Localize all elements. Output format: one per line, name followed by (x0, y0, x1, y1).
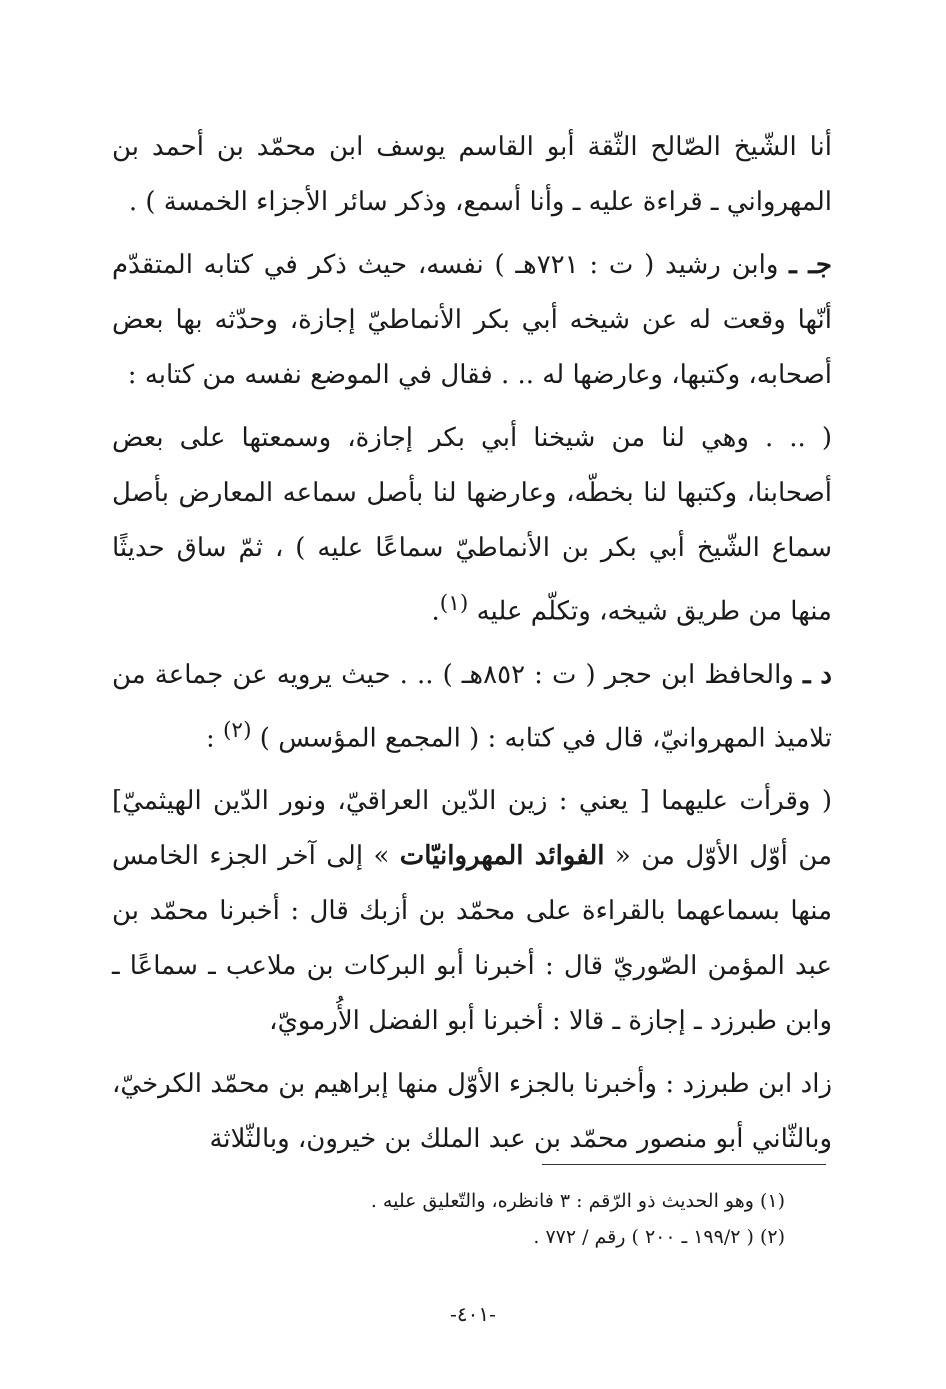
paragraph-2 (112, 238, 832, 403)
page-number: -٤٠١- (450, 1302, 496, 1326)
paragraph-5-text-a: ( وقرأت عليهما [ يعني : زين الدّين العراقيّ، ونور الدّين الهيثميّ] من أوّل الأوّل من « (112, 786, 832, 872)
paragraph-3-end: . (431, 596, 440, 627)
paragraph-3-text: ( .. . وهي لنا من شيخنا أبي بكر إجازة، وسمعتها على بعض أصحابنا، وكتبها لنا بخطّه، وعارضها لنا بأصل سماعه المعارض بأصل سماع الشّيخ أبي بكر بن الأنماطيّ سماعًا عليه ) ، ثمّ ساق حديثًا منها من طريق شيخه، وتكلّم عليه (112, 423, 832, 627)
footnotes (200, 1183, 785, 1255)
paragraph-2-text: وابن رشيد ( ت : ٧٢١هـ ) نفسه، حيث ذكر في كتابه المتقدّم أنّها وقعت له عن شيخه أبي بكر الأنماطيّ إجازة، وحدّثه بها بعض أصحابه، وكتبها، وعارضها له .. . فقال في الموضع نفسه من كتابه : (112, 250, 832, 390)
footnote-2: (٢) ( ١٩٩/٢ ـ ٢٠٠ ) رقم / ٧٧٢ . (533, 1226, 785, 1248)
item-label-jeem: جـ ـ (789, 250, 832, 280)
paragraph-1-text: أنا الشّيخ الصّالح الثّقة أبو القاسم يوسف ابن محمّد بن أحمد بن المهرواني ـ قراءة عليه ـ وأنا أسمع، وذكر سائر الأجزاء الخمسة ) . (112, 132, 832, 217)
footnote-separator (542, 1164, 826, 1165)
paragraph-5-text-b: » إلى آخر الجزء الخامس منها بسماعهما بالقراءة على محمّد بن أزبك قال : أخبرنا محمّد بن عبد المؤمن الصّوريّ قال : أخبرنا أبو البركات بن ملاعب ـ سماعًا ـ وابن طبرزد ـ إجازة ـ قالا : أخبرنا أبو الفضل الأُرمويّ، (112, 841, 832, 1037)
paragraph-4 (112, 648, 832, 767)
main-text (112, 120, 832, 1167)
footnote-ref-1: (١) (439, 591, 469, 616)
paragraph-4-text: والحافظ ابن حجر ( ت : ٨٥٢هـ ) .. . حيث يرويه عن جماعة من تلاميذ المهروانيّ، قال في كتابه : ( المجمع المؤسس ) (112, 659, 832, 754)
item-label-dal: د ـ (802, 659, 832, 690)
paragraph-3-quote (112, 411, 832, 640)
paragraph-4-end: : (205, 723, 215, 754)
footnote-1: (١) وهو الحديث ذو الرّقم : ٣ فانظره، والتّعليق عليه . (370, 1190, 785, 1212)
paragraph-6-text: زاد ابن طبرزد : وأخبرنا بالجزء الأوّل منها إبراهيم بن محمّد الكرخيّ، وبالثّاني أبو منصور محمّد بن عبد الملك بن خيرون، وبالثّلاثة (112, 1069, 832, 1155)
paragraph-6 (112, 1057, 832, 1167)
paragraph-5-quote (112, 774, 832, 1049)
paragraph-1 (112, 120, 832, 230)
footnote-ref-2: (٢) (222, 717, 252, 743)
book-title-bold: الفوائد المهروانيّات (399, 841, 605, 872)
